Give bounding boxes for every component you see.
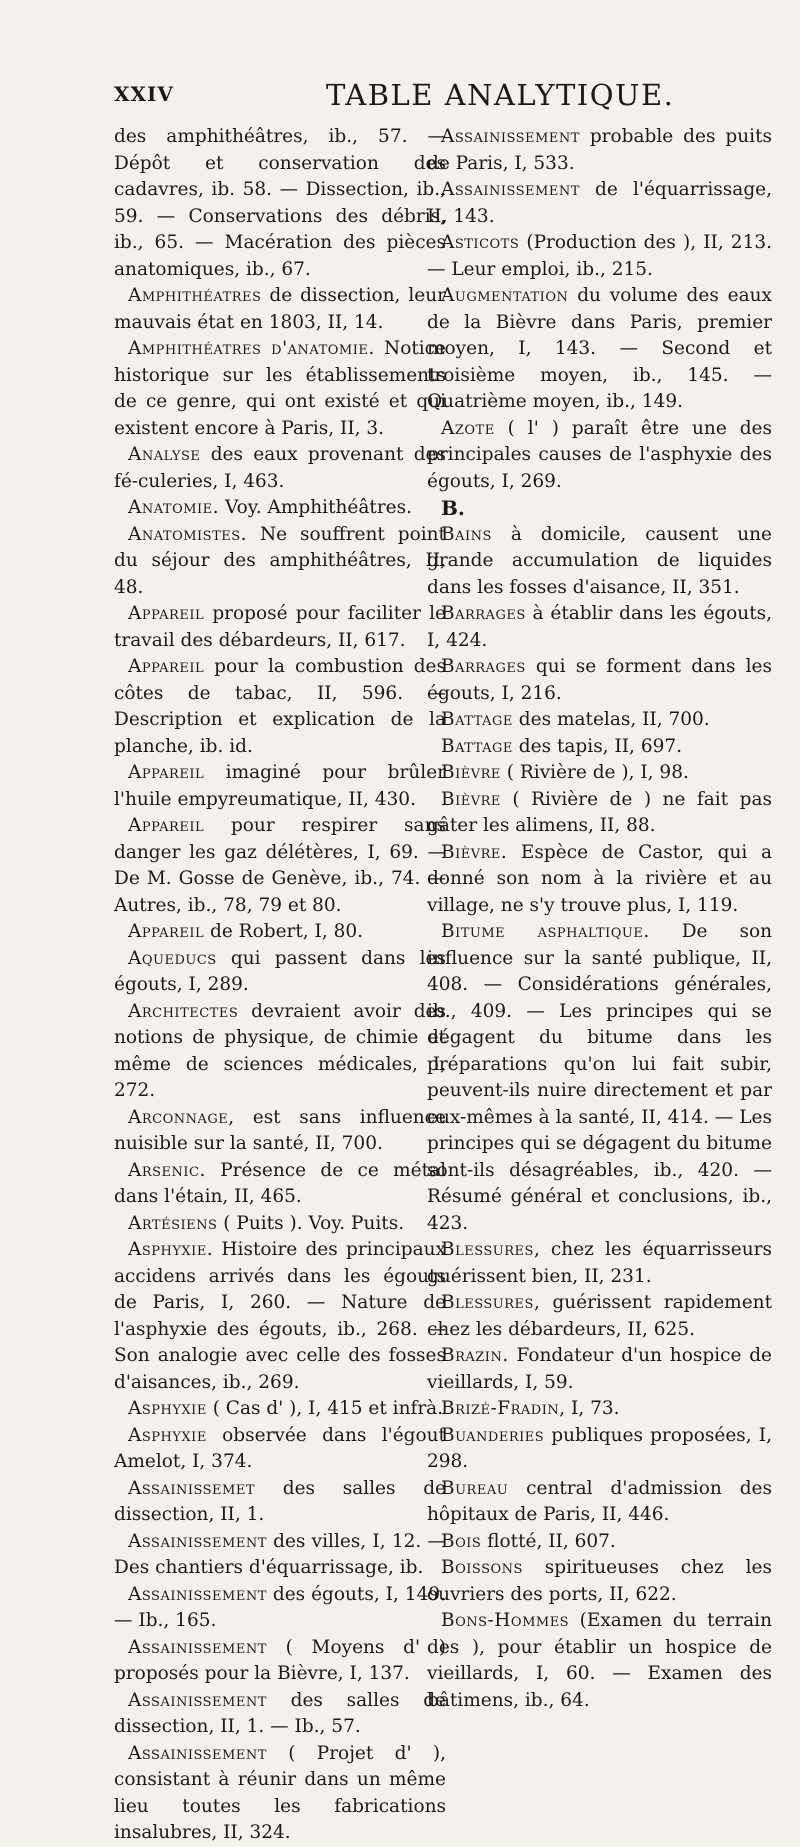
entry-text: probable des puits de Paris, I, 533. <box>427 126 772 174</box>
index-entry <box>114 1635 446 1688</box>
entry-heading: Assainissement <box>128 1583 267 1605</box>
entry-text: de l'équarrissage, II, 143. <box>427 179 772 227</box>
running-header <box>114 78 760 118</box>
entry-heading: Assainissemet <box>128 1477 256 1499</box>
index-entry <box>427 1423 772 1476</box>
entry-text: (Production des ), II, 213. — Leur emploi, ib., 215. <box>427 232 772 280</box>
right-column <box>427 124 772 1714</box>
entry-heading: Bains <box>441 523 492 545</box>
entry-heading: Bièvre <box>441 788 501 810</box>
entry-heading: Appareil <box>128 603 205 624</box>
index-entry <box>427 522 772 602</box>
index-entry <box>114 654 446 760</box>
index-entry <box>114 999 446 1105</box>
entry-text: du volume des eaux de la Bièvre dans Paris, premier moyen, I, 143. — Second et troisième moyen, ib., 145. — Quatrième moyen, ib., 149. <box>427 285 772 412</box>
entry-heading: Aqueducs <box>128 947 217 969</box>
index-entry <box>427 787 772 840</box>
entry-heading: Arsenic. <box>128 1159 206 1181</box>
index-entry <box>114 1237 446 1396</box>
entry-heading: Blessures <box>441 1292 534 1313</box>
entry-heading: Azote <box>441 417 495 439</box>
index-entry <box>427 1343 772 1396</box>
entry-text: à établir dans les égouts, I, 424. <box>427 603 772 651</box>
index-entry <box>114 336 446 442</box>
index-entry <box>114 919 446 946</box>
running-title: TABLE ANALYTIQUE. <box>326 78 675 112</box>
entry-text: de Robert, I, 80. <box>204 921 364 942</box>
entry-heading: Assainissement <box>441 179 580 200</box>
entry-heading: Barrages <box>441 603 526 624</box>
entry-text: Voy. Amphithéâtres. <box>219 497 413 518</box>
entry-text: des matelas, II, 700. <box>512 709 710 730</box>
entry-text: ( Projet d' ), consistant à réunir dans un même lieu toutes les fabrications insalubres, II, 324. <box>114 1742 446 1843</box>
entry-text: spiritueuses chez les ouvriers des ports, II, 622. <box>427 1557 772 1605</box>
entry-text: des villes, I, 12. — Des chantiers d'équarrissage, ib. <box>114 1530 446 1578</box>
index-entry <box>114 522 446 602</box>
entry-text: à domicile, causent une grande accumulation de liquides dans les fosses d'aisance, II, 351. <box>427 523 772 598</box>
entry-text: , est sans influence nuisible sur la santé, II, 700. <box>114 1106 446 1154</box>
index-entry <box>114 1582 446 1635</box>
entry-heading: Boissons <box>441 1557 523 1578</box>
entry-heading: Assainissement <box>128 1530 267 1552</box>
index-entry <box>114 1688 446 1741</box>
index-entry <box>427 840 772 920</box>
entry-heading: Brizé-Fradin <box>441 1398 560 1419</box>
index-entry <box>114 283 446 336</box>
entry-text: ( Moyens d' ) proposés pour la Bièvre, I, 137. <box>114 1636 446 1684</box>
entry-heading: Appareil <box>128 921 205 942</box>
index-entry <box>427 707 772 734</box>
index-entry <box>427 734 772 761</box>
entry-text: devraient avoir des notions de physique, de chimie et même de sciences médicales, I, 272. <box>114 1000 446 1101</box>
entry-text: des tapis, II, 697. <box>512 735 683 757</box>
entry-heading: Anatomistes. <box>128 523 248 545</box>
entry-text: qui se forment dans les égouts, I, 216. <box>427 656 772 704</box>
entry-heading: Amphithéatres d'anatomie. <box>128 338 375 359</box>
index-entry <box>427 760 772 787</box>
entry-heading: Analyse <box>128 444 201 465</box>
entry-text: ( l' ) paraît être une des principales causes de l'asphyxie des égouts, I, 269. <box>427 417 772 492</box>
entry-heading: Anatomie. <box>128 497 220 518</box>
entry-heading: Appareil <box>128 815 205 836</box>
index-entry <box>114 1529 446 1582</box>
entry-text: des égouts, I, 149. — Ib., 165. <box>114 1583 446 1631</box>
index-entry <box>427 601 772 654</box>
entry-heading: Battage <box>441 709 513 730</box>
index-entry <box>427 177 772 230</box>
entry-heading: Appareil <box>128 762 205 783</box>
index-entry <box>427 919 772 1237</box>
left-column <box>114 124 446 1847</box>
index-entry <box>427 283 772 416</box>
entry-text: observée dans l'égout Amelot, I, 374. <box>114 1424 446 1472</box>
entry-text: flotté, II, 607. <box>481 1530 616 1552</box>
entry-text: Fondateur d'un hospice de vieillards, I, 59. <box>427 1345 772 1393</box>
index-entry <box>114 1741 446 1847</box>
entry-heading: Artésiens <box>128 1212 218 1234</box>
entry-text: Histoire des principaux accidens arrivés dans les égouts de Paris, I, 260. — Nature de l'asphyxie des égouts, ib., 268. — Son analogie avec celle des fosses d'aisances, ib., 269. <box>114 1239 446 1393</box>
entries-b <box>427 522 772 1715</box>
entry-text: imaginé pour brûler l'huile empyreumatique, II, 430. <box>114 762 446 810</box>
index-entry <box>114 1105 446 1158</box>
index-entry <box>114 813 446 919</box>
index-entry <box>427 124 772 177</box>
index-entry <box>114 760 446 813</box>
entry-text: Notice historique sur les établissements de ce genre, qui ont existé et qui existent encore à Paris, II, 3. <box>114 338 446 439</box>
entry-text: central d'admission des hôpitaux de Paris, II, 446. <box>427 1477 772 1525</box>
entry-heading: Buanderies <box>441 1424 545 1446</box>
index-entry <box>114 1423 446 1476</box>
index-entry <box>114 1211 446 1238</box>
entry-text: des amphithéâtres, ib., 57. — Dépôt et conservation des cadavres, ib. 58. — Dissection, ib., 59. — Conservations des débris, ib., 65. — Macération des pièces anatomiques, ib., 67. <box>114 126 446 280</box>
entry-text: de dissection, leur mauvais état en 1803, II, 14. <box>114 285 446 333</box>
entry-heading: Assainissement <box>128 1636 267 1658</box>
index-entry <box>114 601 446 654</box>
entry-heading: Bureau <box>441 1477 509 1499</box>
index-entry <box>427 230 772 283</box>
entry-text: Présence de ce métal dans l'étain, II, 465. <box>114 1159 446 1207</box>
entry-text: , guérissent rapidement chez les débardeurs, II, 625. <box>427 1292 772 1340</box>
index-entry <box>114 442 446 495</box>
index-entry <box>114 1396 446 1423</box>
entry-text: Ne souffrent point du séjour des amphithéâtres, II, 48. <box>114 523 446 598</box>
entry-heading: Asphyxie <box>128 1398 207 1419</box>
index-entry <box>427 1529 772 1556</box>
index-entry <box>114 1476 446 1529</box>
section-letter: B. <box>441 496 465 520</box>
entry-text: ( Puits ). Voy. Puits. <box>217 1212 405 1234</box>
entry-heading: Brazin. <box>441 1345 509 1366</box>
entry-text: ( Cas d' ), I, 415 et infrà. <box>206 1398 444 1419</box>
entry-text: des eaux provenant des fé-culeries, I, 463. <box>114 444 446 492</box>
entry-heading: Bois <box>441 1530 482 1552</box>
entry-text: Espèce de Castor, qui a donné son nom à la rivière et au village, ne s'y trouve plus, I, 119. <box>427 841 772 916</box>
entry-text: des salles de dissection, II, 1. — Ib., 57. <box>114 1689 446 1737</box>
entry-heading: Appareil <box>128 656 205 677</box>
entry-heading: Bièvre <box>441 762 501 783</box>
entry-heading: Arconnage <box>128 1106 229 1128</box>
entry-heading: Barrages <box>441 656 526 677</box>
entry-heading: Amphithéatres <box>128 285 262 306</box>
entry-heading: Blessures <box>441 1239 534 1260</box>
entry-heading: Assainissement <box>128 1689 267 1711</box>
page-number: XXIV <box>114 82 174 106</box>
index-entry <box>114 124 446 283</box>
index-entry <box>427 1237 772 1290</box>
entries-a <box>427 124 772 495</box>
entry-text: des salles de dissection, II, 1. <box>114 1477 446 1525</box>
index-entry <box>114 946 446 999</box>
entry-text: ( Rivière de ) ne fait pas gâter les alimens, II, 88. <box>427 788 772 836</box>
entry-text: De son influence sur la santé publique, II, 408. — Considérations générales, ib., 409. — Les principes qui se dégagent du bitume dans les préparations qu'on lui fait subir, peuvent-ils nuire directement et par eux-mêmes à la santé, II, 414. — Les principes qui se dégagent du bitume sont-ils désagréables, ib., 420. — Résumé général et conclusions, ib., 423. <box>427 921 772 1234</box>
entry-text: , I, 73. <box>559 1398 620 1419</box>
index-entry <box>427 1396 772 1423</box>
index-entry <box>114 1158 446 1211</box>
index-entry <box>427 654 772 707</box>
entry-text: proposé pour faciliter le travail des débardeurs, II, 617. <box>114 603 446 651</box>
entry-heading: Bitume asphaltique. <box>441 921 650 942</box>
entry-text: publiques proposées, I, 298. <box>427 1424 772 1472</box>
index-entry <box>427 1608 772 1714</box>
index-entry <box>427 1290 772 1343</box>
entry-heading: Asticots <box>441 232 520 253</box>
entry-heading: Asphyxie <box>128 1424 207 1446</box>
entry-heading: Asphyxie. <box>128 1239 214 1260</box>
entry-heading: Architectes <box>128 1000 239 1022</box>
index-entry <box>114 495 446 522</box>
index-entry <box>427 416 772 496</box>
entry-text: (Examen du terrain des ), pour établir un hospice de vieillards, I, 60. — Examen des bâtimens, ib., 64. <box>427 1610 772 1711</box>
entry-text: ( Rivière de ), I, 98. <box>500 762 689 783</box>
entry-heading: Assainissement <box>128 1742 267 1764</box>
entry-heading: Augmentation <box>441 285 569 306</box>
entry-heading: Bièvre. <box>441 841 508 863</box>
entry-text: pour la combustion des côtes de tabac, II, 596. — Description et explication de la planche, ib. id. <box>114 656 446 757</box>
entry-heading: Bons-Hommes <box>441 1610 570 1631</box>
entry-text: qui passent dans les égouts, I, 289. <box>114 947 446 995</box>
index-entry <box>427 1476 772 1529</box>
entry-text: pour respirer sans danger les gaz délétères, I, 69. — De M. Gosse de Genève, ib., 74. — Autres, ib., 78, 79 et 80. <box>114 815 446 916</box>
entry-heading: Assainissement <box>441 126 580 147</box>
index-entry <box>427 1555 772 1608</box>
entry-heading: Battage <box>441 735 513 757</box>
entry-text: , chez les équarrisseurs guérissent bien, II, 231. <box>427 1239 772 1287</box>
